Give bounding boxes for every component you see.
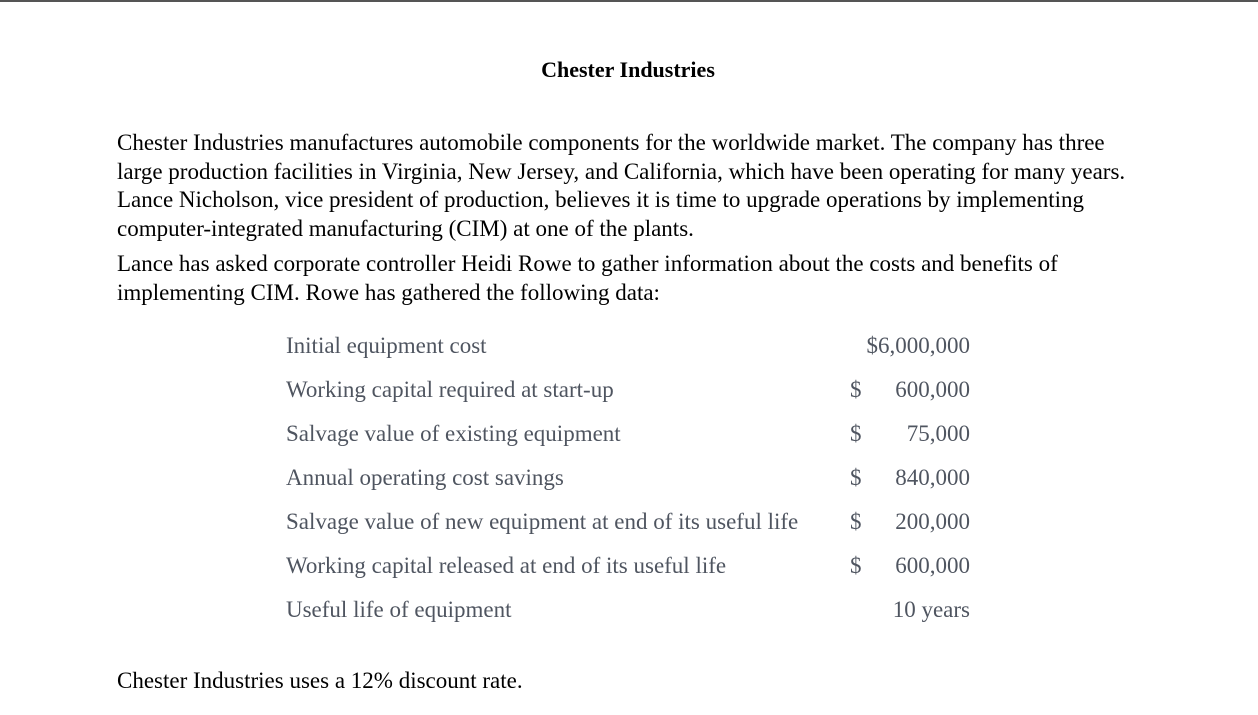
row-currency: $ bbox=[850, 377, 862, 402]
row-label: Useful life of equipment bbox=[286, 597, 512, 622]
data-row-working-capital-released bbox=[286, 544, 970, 588]
row-amount: 200,000 bbox=[895, 509, 970, 534]
row-label: Working capital released at end of its useful life bbox=[286, 553, 727, 578]
row-amount: 600,000 bbox=[895, 553, 970, 578]
row-label: Annual operating cost savings bbox=[286, 465, 564, 490]
row-amount: 10 years bbox=[892, 597, 970, 622]
intro-paragraph: Chester Industries manufactures automobile components for the worldwide market. The company has three large production facilities in Virginia, New Jersey, and California, which have been operating for many years. Lance Nicholson, vice president of production, believes it is time to upgrade operations by implementing computer-integrated manufacturing (CIM) at one of the plants. bbox=[117, 130, 1126, 241]
data-row-working-capital-required bbox=[286, 368, 970, 412]
row-amount: $6,000,000 bbox=[866, 333, 970, 358]
data-intro-paragraph: Lance has asked corporate controller Heidi Rowe to gather information about the costs and benefits of implementing CIM. Rowe has gathered the following data: bbox=[117, 251, 1058, 305]
row-currency: $ bbox=[850, 465, 862, 490]
data-row-useful-life bbox=[286, 588, 970, 632]
row-label: Salvage value of new equipment at end of its useful life bbox=[286, 509, 799, 534]
row-label: Working capital required at start-up bbox=[286, 377, 614, 402]
row-amount: 600,000 bbox=[895, 377, 970, 402]
row-label: Salvage value of existing equipment bbox=[286, 421, 621, 446]
data-row-salvage-existing-equipment bbox=[286, 412, 970, 456]
cost-data-table bbox=[286, 324, 970, 632]
row-currency: $ bbox=[850, 509, 862, 534]
data-row-initial-equipment-cost bbox=[286, 324, 970, 368]
row-amount: 840,000 bbox=[895, 465, 970, 490]
row-label: Initial equipment cost bbox=[286, 333, 487, 358]
top-border bbox=[0, 0, 1258, 2]
discount-rate-note: Chester Industries uses a 12% discount rate. bbox=[117, 668, 523, 693]
row-amount: 75,000 bbox=[906, 421, 970, 446]
data-row-annual-operating-savings bbox=[286, 456, 970, 500]
row-currency: $ bbox=[850, 421, 862, 446]
row-currency: $ bbox=[850, 553, 862, 578]
document-title: Chester Industries bbox=[541, 57, 715, 82]
data-row-salvage-new-equipment bbox=[286, 500, 970, 544]
